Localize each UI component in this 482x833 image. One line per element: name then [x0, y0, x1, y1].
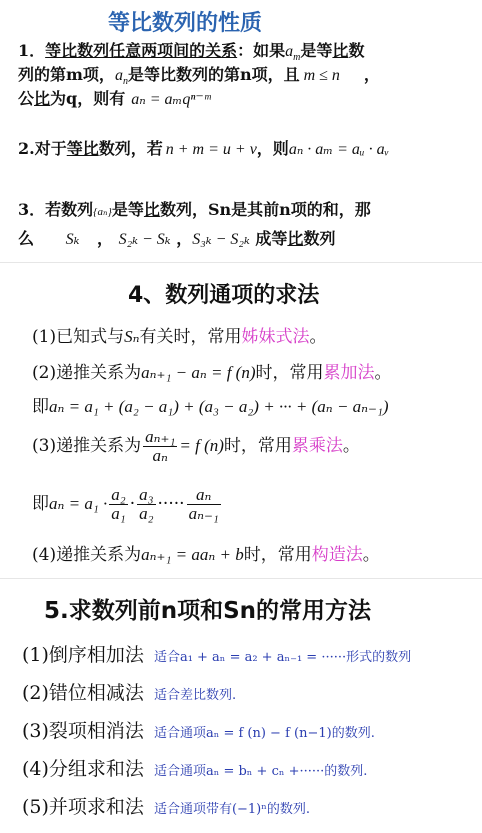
- s1-text: 为q，则有: [50, 89, 126, 108]
- s1-formula: aₙ = aₘqⁿ⁻ᵐ: [131, 91, 211, 108]
- s2-row4: [32, 428, 360, 465]
- s1-text: 等比: [66, 139, 99, 158]
- s1-text: 3．若数列: [18, 200, 94, 219]
- s1-text: 比: [34, 89, 51, 108]
- s3-row-label: 分组求和法: [48, 758, 144, 780]
- s1-text: 数列: [303, 229, 336, 248]
- s3-row-desc: 适合通项带有(−1)ⁿ的数列.: [153, 802, 311, 817]
- s1-sk: Sₖ: [65, 231, 80, 248]
- s2-text: 时，常用: [223, 436, 292, 456]
- s2-text: 递推关系为: [56, 545, 142, 565]
- s2-text: 时，常用: [243, 545, 312, 565]
- s1-para1-line3: [18, 86, 210, 109]
- divider: [0, 578, 482, 579]
- s3-row-desc: 适合通项aₙ = f (n) − f (n−1)的数列.: [153, 726, 375, 741]
- s3-row-num: (1): [22, 644, 49, 666]
- s2-row6: [32, 540, 380, 565]
- s3-row-label: 错位相减法: [48, 682, 144, 704]
- s3-method-row: [22, 716, 375, 743]
- section2-title: 4、数列通项的求法: [128, 283, 320, 308]
- s1-cond: m ≤ n: [303, 67, 340, 84]
- s1-text: 公: [18, 89, 35, 108]
- section3-title: 5.求数列前n项和Sn的常用方法: [44, 598, 372, 624]
- s1-text: 列的第m项，: [18, 65, 115, 84]
- s3-row-label: 裂项相消法: [48, 720, 144, 742]
- s2-formula: aₙ₊₁ − aₙ = f (n): [141, 363, 256, 382]
- s1-text: 成等: [255, 229, 288, 248]
- s3-row-desc: 适合a₁ + aₙ = a₂ + aₙ₋₁ = ······形式的数列: [153, 650, 412, 665]
- s2-fraction: $\frac{\text{aₙ}}{\text{aₙ₋₁}}$: [188, 485, 219, 523]
- s2-text: 已知式与: [56, 327, 125, 347]
- s2-method: 累乘法: [291, 436, 343, 456]
- s1-text: 数列，若: [98, 139, 163, 158]
- s2-num: (3): [32, 436, 57, 456]
- s1-para3-line2: [18, 226, 335, 249]
- s2-text: 。: [309, 327, 327, 347]
- s1-para2: [18, 136, 389, 159]
- s1-para1-line2: [18, 62, 380, 87]
- s2-num: (4): [32, 545, 57, 565]
- s2-fraction: $\frac{\text{aₙ₊₁}}{\text{aₙ}}$: [145, 427, 176, 465]
- s1-text: 比: [287, 229, 304, 248]
- s3-row-label: 倒序相加法: [48, 644, 144, 666]
- s1-text: 2.对于: [18, 139, 67, 158]
- s3-row-num: (2): [22, 682, 49, 704]
- s2-row2: [32, 358, 392, 383]
- s1-text: ：如果: [237, 41, 286, 60]
- s1-num: 1．: [18, 41, 46, 60]
- s2-text: 。: [374, 363, 392, 383]
- s1-text: 是等: [111, 200, 144, 219]
- section1-title: 等比数列的性质: [108, 11, 263, 36]
- s2-fraction: $\frac{\text{a₂}}{\text{a₁}}$: [111, 485, 126, 523]
- s1-am: $a_m$: [285, 43, 301, 64]
- s2-text: 。: [362, 545, 380, 565]
- s3-row-label: 并项求和法: [48, 796, 144, 818]
- s1-text: 数列，Sn是其前n项的和，那: [159, 200, 371, 219]
- s1-an: $a_n$: [114, 67, 128, 88]
- s1-text: 比: [332, 41, 349, 60]
- s1-text: 是等: [300, 41, 333, 60]
- s3-method-row: [22, 792, 310, 819]
- s3-row-num: (3): [22, 720, 49, 742]
- s3-row-num: (4): [22, 758, 49, 780]
- s1-underline-term: 等比数列任意两项间的关系: [45, 41, 238, 60]
- s2-formula: = f (n): [179, 436, 224, 455]
- s2-formula: aₙ = a₁ + (a₂ − a₁) + (a₃ − a₂) + ··· + (aₙ − aₙ₋₁): [49, 397, 389, 416]
- s1-para1-line1: [18, 38, 364, 63]
- s1-text: 比: [143, 200, 160, 219]
- s2-text: 有关时，常用: [139, 327, 242, 347]
- s2-text: 即: [32, 397, 49, 417]
- s3-row-desc: 适合通项aₙ = bₙ + cₙ +······的数列.: [153, 764, 368, 779]
- s3-row-desc: 适合差比数列.: [153, 688, 237, 703]
- s2-num: (1): [32, 327, 57, 347]
- s2-row3: [32, 392, 389, 417]
- s3-method-row: [22, 640, 411, 667]
- s1-text: 么: [18, 229, 35, 248]
- s2-method: 构造法: [311, 545, 363, 565]
- s1-formula2: aₙ · aₘ = aᵤ · aᵥ: [288, 141, 390, 158]
- s2-text: 即: [32, 494, 49, 514]
- s1-para3-line1: [18, 197, 371, 220]
- s1-text: 数: [348, 41, 365, 60]
- s1-text: ，: [363, 65, 380, 84]
- s3-row-num: (5): [22, 796, 49, 818]
- s2-text: 。: [342, 436, 360, 456]
- s2-row1: [32, 322, 326, 347]
- s1-cond2: n + m = u + v: [165, 141, 257, 158]
- s2-text: 递推关系为: [56, 436, 142, 456]
- s1-text: 是等比数列的第n项，且: [127, 65, 300, 84]
- s2-sn: Sₙ: [124, 327, 140, 346]
- s2-method: 姊妹式法: [241, 327, 310, 347]
- s1-text: ，: [97, 229, 114, 248]
- s2-text: 时，常用: [255, 363, 324, 383]
- s1-text: ，: [176, 229, 193, 248]
- s3-method-row: [22, 678, 236, 705]
- s3-method-row: [22, 754, 367, 781]
- divider: [0, 262, 482, 263]
- s2-formula: aₙ = a₁ ·: [49, 494, 108, 513]
- s2-text: 递推关系为: [56, 363, 142, 383]
- s1-s2k: S₂ₖ − Sₖ: [118, 231, 171, 248]
- s2-fraction: $\frac{\text{a₃}}{\text{a₂}}$: [139, 485, 154, 523]
- s2-row5: 即aₙ = a₁ · $\frac{\text{a₂}}{\text{a₁}}$ · $\frac{\text{a₃}}{\text{a₂}}$ ····· $\frac{\text{aₙ}}{\text{aₙ₋₁}}$: [32, 485, 219, 523]
- s2-num: (2): [32, 363, 57, 383]
- s1-text: ，则: [256, 139, 289, 158]
- s2-formula: aₙ₊₁ = aaₙ + b: [141, 545, 244, 564]
- s2-method: 累加法: [323, 363, 375, 383]
- s2-dots: ·····: [157, 494, 185, 514]
- s1-set: {aₙ}: [93, 206, 112, 218]
- s1-s3k: S₃ₖ − S₂ₖ: [192, 231, 250, 248]
